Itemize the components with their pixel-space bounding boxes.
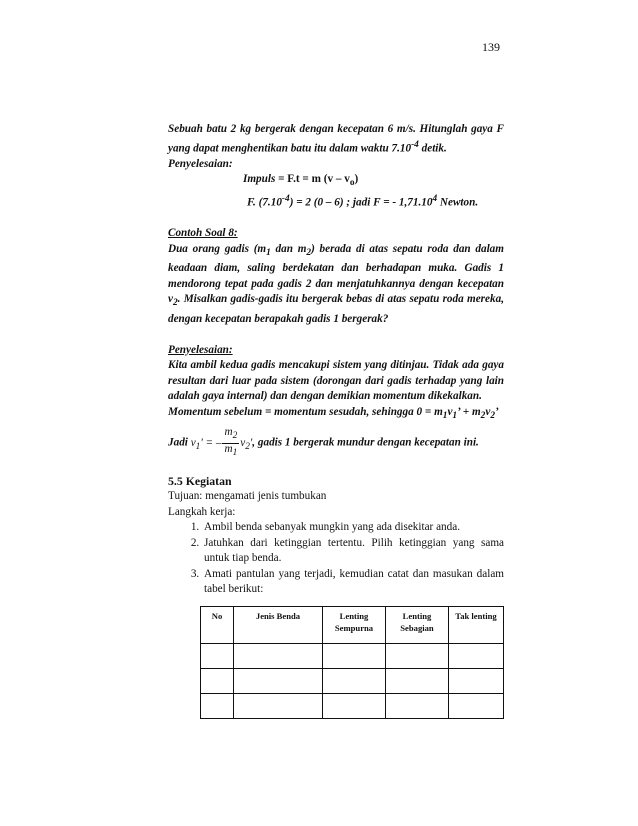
page-content [168, 122, 504, 719]
momentum-c: ’ + m [457, 405, 481, 418]
momentum-s1: 1 [442, 410, 448, 421]
table-cell [386, 668, 449, 693]
list-item: 3. Amati pantulan yang terjadi, kemudian catat dan masukan dalam tabel berikut: [202, 567, 504, 598]
numerator-sub: 2 [232, 431, 238, 442]
list-item: 2. Jatuhkan dari ketinggian tertentu. Pilih ketinggian yang sama untuk tiap benda. [202, 536, 504, 567]
table-cell [449, 668, 504, 693]
observation-table [200, 606, 504, 719]
momentum-s3: 2 [480, 410, 486, 421]
example-text-c: ) berada di atas sepatu roda dan dalam keadaan diam, saling berdekatan dan berhadapan muka. Gadis 1 mendorong tepat pada gadis 2 dan menjatuhkannya dengan kecepatan v [168, 242, 504, 306]
force-eq-c: Newton. [437, 196, 479, 209]
numerator-m: m [224, 426, 233, 439]
formula-v1: v [190, 436, 196, 449]
langkah-label: Langkah kerja: [168, 505, 236, 518]
header-lenting-sebagian: Lenting Sebagian [386, 606, 449, 643]
table-row [201, 643, 504, 668]
jadi-word: Jadi [168, 436, 188, 449]
jadi-line [168, 427, 504, 458]
example-text [168, 242, 504, 328]
formula-prime2: ' [249, 436, 253, 449]
impuls-word: Impuls [243, 173, 276, 186]
table-cell [201, 643, 234, 668]
force-eq-exp2: 4 [432, 193, 438, 204]
force-equation [247, 192, 504, 211]
force-eq-a: F. (7.10 [247, 196, 282, 209]
table-header-row [201, 606, 504, 643]
table-cell [234, 693, 323, 718]
table-cell [201, 668, 234, 693]
tujuan-line: Tujuan: mengamati jenis tumbukan [168, 490, 327, 503]
impuls-equation [243, 172, 504, 192]
formula-v2: v [240, 436, 246, 449]
problem-statement [168, 122, 504, 157]
table-cell [449, 643, 504, 668]
solution-heading: Penyelesaian: [168, 343, 233, 356]
table-row [201, 668, 504, 693]
table-cell [449, 693, 504, 718]
header-tak-lenting: Tak lenting [449, 606, 504, 643]
problem-exponent: -4 [411, 139, 419, 150]
momentum-a: Momentum sebelum = momentum sesudah, sehingga 0 = m [168, 405, 443, 418]
velocity-formula [190, 426, 253, 458]
example-sub1: 1 [266, 247, 271, 258]
problem-text-end: detik. [418, 142, 447, 155]
impuls-eq-rest: = F.t = m (v – v [275, 173, 350, 186]
formula-v1-sub: 1 [195, 441, 201, 452]
force-eq-b: ) = 2 (0 – 6) ; jadi F = - 1,71.10 [289, 196, 433, 209]
table-cell [234, 668, 323, 693]
impuls-eq-sub: o [349, 178, 355, 189]
list-item: 1. Ambil benda sebanyak mungkin yang ada disekitar anda. [202, 520, 504, 536]
page-number: 139 [482, 40, 500, 54]
table-cell [234, 643, 323, 668]
example-text-d: . Misalkan gadis-gadis itu bergerak bebas di atas sepatu roda mereka, dengan kecepatan berapakah gadis 1 bergerak? [168, 293, 504, 326]
momentum-b: v [447, 405, 453, 418]
example-text-a: Dua orang gadis (m [168, 242, 267, 255]
header-no: No [201, 606, 234, 643]
table-cell [323, 668, 386, 693]
header-lenting-sempurna: Lenting Sempurna [323, 606, 386, 643]
momentum-d: v [485, 405, 491, 418]
example-sub2: 2 [306, 247, 312, 258]
example-heading: Contoh Soal 8: [168, 227, 238, 240]
example-sub3: 2 [172, 298, 178, 309]
fraction-numerator [222, 427, 239, 443]
formula-v2-sub: 2 [245, 441, 250, 452]
fraction-denominator [224, 444, 237, 459]
table-cell [386, 693, 449, 718]
mass-fraction [222, 427, 239, 458]
momentum-s2: 1 [452, 410, 458, 421]
table-cell [386, 643, 449, 668]
force-eq-exp: -4 [281, 193, 290, 204]
section-title: 5.5 Kegiatan [168, 473, 232, 488]
penyelesaian-label: Penyelesaian: [168, 157, 233, 170]
table-cell [201, 693, 234, 718]
example-text-b: dan m [270, 242, 307, 255]
formula-prime-neg: ' = – [200, 436, 222, 449]
table-cell [323, 643, 386, 668]
table-cell [323, 693, 386, 718]
momentum-s4: 2 [490, 410, 495, 421]
denominator-m: m [224, 442, 233, 455]
momentum-e: ’ [494, 405, 499, 418]
denominator-sub: 1 [232, 447, 238, 458]
header-jenis-benda: Jenis Benda [234, 606, 323, 643]
momentum-equation [168, 405, 504, 425]
solution-paragraph: Kita ambil kedua gadis mencakupi sistem yang ditinjau. Tidak ada gaya resultan dari luar pada sistem (dorongan dari gadis terhadap yang lain adalah gaya internal) dan dengan demikian momentum dikekalkan. [168, 359, 504, 403]
jadi-end: , gadis 1 bergerak mundur dengan kecepatan ini. [252, 436, 479, 449]
impuls-eq-close: ) [354, 173, 359, 186]
table-row [201, 693, 504, 718]
steps-list [168, 520, 504, 598]
problem-text: Sebuah batu 2 kg bergerak dengan kecepatan 6 m/s. Hitunglah gaya F yang dapat menghentikan batu itu dalam waktu 7.10 [168, 123, 504, 155]
